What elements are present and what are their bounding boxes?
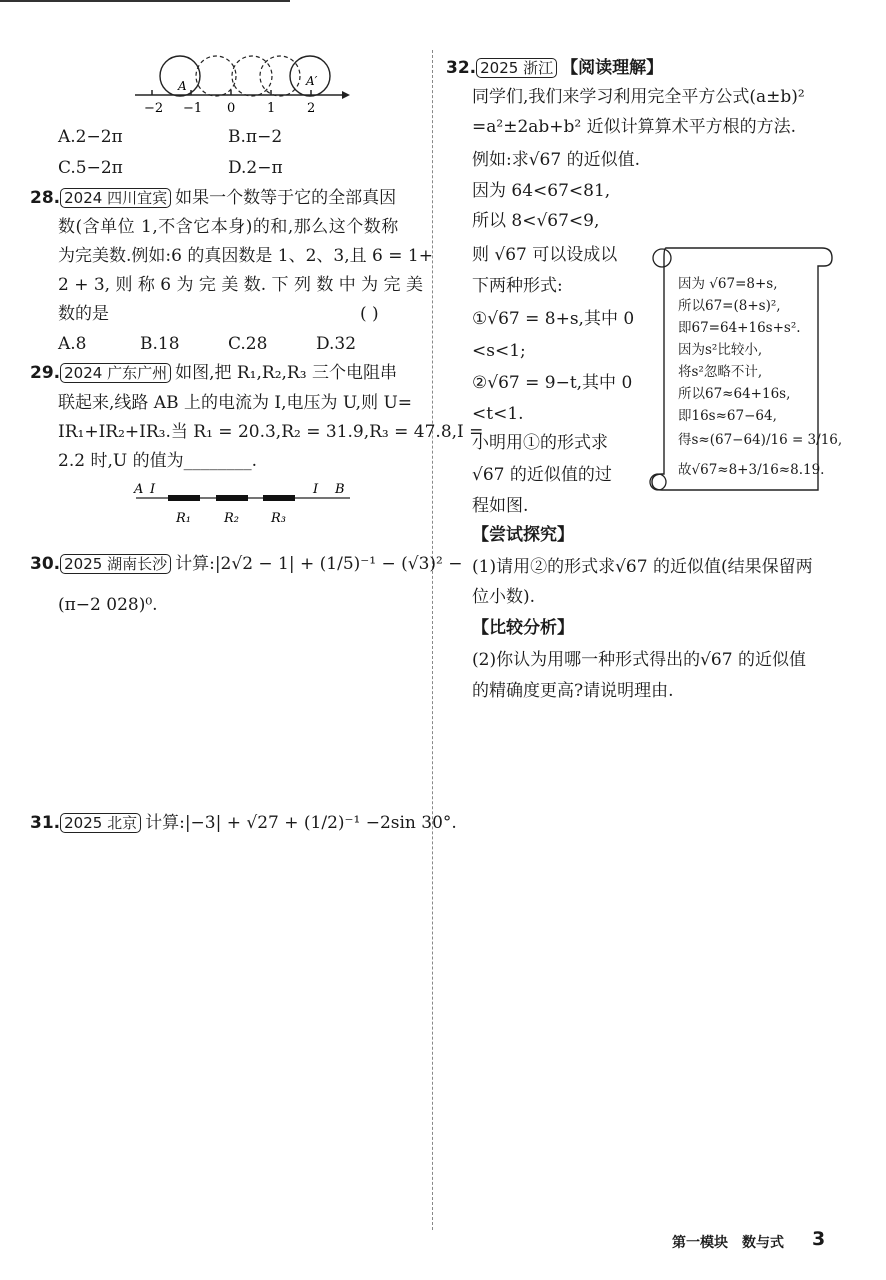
q30-expression-line2: (π−2 028)⁰. xyxy=(58,595,158,615)
column-divider xyxy=(432,50,433,1230)
q27-option-a[interactable]: A.2−2π xyxy=(58,127,123,147)
q31-source-tag: 2025 北京 xyxy=(60,813,141,833)
footer-topic: 数与式 xyxy=(742,1235,784,1251)
tick-label-1: 1 xyxy=(267,101,276,116)
top-rule xyxy=(0,0,290,2)
q32-intro-line: <s<1; xyxy=(472,341,526,361)
q30-first-line xyxy=(30,553,463,575)
scroll-step: 将s²忽略不计, xyxy=(678,364,763,380)
point-a-label: A xyxy=(178,79,187,93)
circuit-label-a: A xyxy=(134,482,144,497)
q28-option-c[interactable]: C.28 xyxy=(228,334,268,354)
circle-rolling-1 xyxy=(196,56,236,96)
q32-intro-line: 下两种形式: xyxy=(472,276,563,296)
q32-intro-line: √67 的近似值的过 xyxy=(472,465,612,485)
q31-expression: |−3| + √27 + (1/2)⁻¹ −2sin 30°. xyxy=(184,813,457,833)
q30-expression: |2√2 − 1| + (1/5)⁻¹ − (√3)² − xyxy=(214,554,463,574)
q30-source-tag: 2025 湖南长沙 xyxy=(60,554,171,574)
q28-text-line: 如果一个数等于它的全部真因 xyxy=(175,188,397,208)
q28-answer-blank[interactable]: ( ) xyxy=(360,304,379,324)
q28-text-line: 2 + 3, 则 称 6 为 完 美 数. 下 列 数 中 为 完 美 xyxy=(58,275,423,295)
q28-option-a[interactable]: A.8 xyxy=(58,334,87,354)
compare-question-line: 的精确度更高?请说明理由. xyxy=(472,681,674,701)
q32-intro-line: ②√67 = 9−t,其中 0 xyxy=(472,373,633,393)
q31-line xyxy=(30,812,457,834)
q32-intro-line: 因为 64<67<81, xyxy=(472,181,611,201)
q28-number: 28. xyxy=(30,188,61,208)
q29-number: 29. xyxy=(30,363,61,383)
q28-option-d[interactable]: D.32 xyxy=(316,334,357,354)
circuit-label-r1: R₁ xyxy=(176,511,191,526)
q31-number: 31. xyxy=(30,813,61,833)
circuit-label-b: B xyxy=(335,482,345,497)
scroll-step: 因为s²比较小, xyxy=(678,342,763,358)
q27-option-c[interactable]: C.5−2π xyxy=(58,158,123,178)
compare-question-line: (2)你认为用哪一种形式得出的√67 的近似值 xyxy=(472,650,806,670)
q32-intro-line: 小明用①的形式求 xyxy=(472,433,608,453)
q28-text-line: 数的是 xyxy=(58,304,109,324)
scroll-step: 所以67≈64+16s, xyxy=(678,386,791,402)
circuit-label-i-left: I xyxy=(150,482,156,497)
circuit-figure xyxy=(128,478,358,530)
q29-text-line: 如图,把 R₁,R₂,R₃ 三个电阻串 xyxy=(175,363,397,383)
scroll-step: 得s≈(67−64)/16 = 3/16, xyxy=(678,432,843,448)
compare-section-title: 【比较分析】 xyxy=(472,618,574,638)
footer-module: 第一模块 xyxy=(672,1235,728,1251)
tick-label-neg2: −2 xyxy=(144,101,164,116)
resistor-r1 xyxy=(168,495,200,501)
q29-text-line: 联起来,线路 AB 上的电流为 I,电压为 U,则 U= xyxy=(58,393,413,413)
q28-option-b[interactable]: B.18 xyxy=(140,334,180,354)
circuit-label-r3: R₃ xyxy=(271,511,286,526)
q31-prefix: 计算: xyxy=(145,813,185,833)
q32-intro-line: 同学们,我们来学习利用完全平方公式(a±b)² xyxy=(472,87,805,107)
q29-text-line: IR₁+IR₂+IR₃.当 R₁ = 20.3,R₂ = 31.9,R₃ = 47.8,I = xyxy=(58,422,484,442)
number-line-figure xyxy=(130,52,350,122)
q28-source-tag: 2024 四川宜宾 xyxy=(60,188,171,208)
q27-option-d[interactable]: D.2−π xyxy=(228,158,283,178)
q32-number: 32. xyxy=(446,58,477,78)
scroll-step: 所以67=(8+s)², xyxy=(678,298,781,314)
tick-label-2: 2 xyxy=(307,101,316,116)
page-number: 3 xyxy=(812,1228,826,1250)
tick-label-neg1: −1 xyxy=(183,101,203,116)
scroll-roll-top-icon xyxy=(653,249,671,267)
scroll-step: 故√67≈8+3/16≈8.19. xyxy=(678,462,825,478)
q32-intro-line: 程如图. xyxy=(472,496,529,516)
q30-prefix: 计算: xyxy=(175,554,215,574)
try-question-line: 位小数). xyxy=(472,587,536,607)
q32-header xyxy=(446,57,663,79)
tick-label-0: 0 xyxy=(227,101,236,116)
resistor-r3 xyxy=(263,495,295,501)
resistor-r2 xyxy=(216,495,248,501)
try-section-title: 【尝试探究】 xyxy=(472,525,574,545)
scroll-step: 即16s≈67−64, xyxy=(678,408,777,424)
q28-first-line xyxy=(30,187,396,209)
q29-source-tag: 2024 广东广州 xyxy=(60,363,171,383)
scroll-step: 因为 √67=8+s, xyxy=(678,276,778,292)
axis-arrow-icon xyxy=(342,91,350,99)
q28-text-line: 为完美数.例如:6 的真因数是 1、2、3,且 6 = 1+ xyxy=(58,246,433,266)
q29-first-line xyxy=(30,362,397,384)
try-question-line: (1)请用②的形式求√67 的近似值(结果保留两 xyxy=(472,557,813,577)
q32-intro-line: 则 √67 可以设成以 xyxy=(472,245,618,265)
q32-section-title: 【阅读理解】 xyxy=(561,58,664,78)
scroll-step: 即67=64+16s+s². xyxy=(678,320,801,336)
q32-intro-line: 所以 8<√67<9, xyxy=(472,211,600,231)
point-a-prime-label: A′ xyxy=(306,74,318,88)
q28-text-line: 数(含单位 1,不含它本身)的和,那么这个数称 xyxy=(58,217,399,237)
q32-intro-line: 例如:求√67 的近似值. xyxy=(472,150,640,170)
q27-option-b[interactable]: B.π−2 xyxy=(228,127,283,147)
q32-source-tag: 2025 浙江 xyxy=(476,58,557,78)
circuit-label-r2: R₂ xyxy=(224,511,239,526)
circuit-label-i-right: I xyxy=(313,482,319,497)
q29-text-line: 2.2 时,U 的值为________. xyxy=(58,451,257,471)
q32-intro-line: =a²±2ab+b² 近似计算算术平方根的方法. xyxy=(472,117,797,137)
q30-number: 30. xyxy=(30,554,61,574)
q32-intro-line: ①√67 = 8+s,其中 0 xyxy=(472,309,635,329)
q32-intro-line: <t<1. xyxy=(472,404,524,424)
